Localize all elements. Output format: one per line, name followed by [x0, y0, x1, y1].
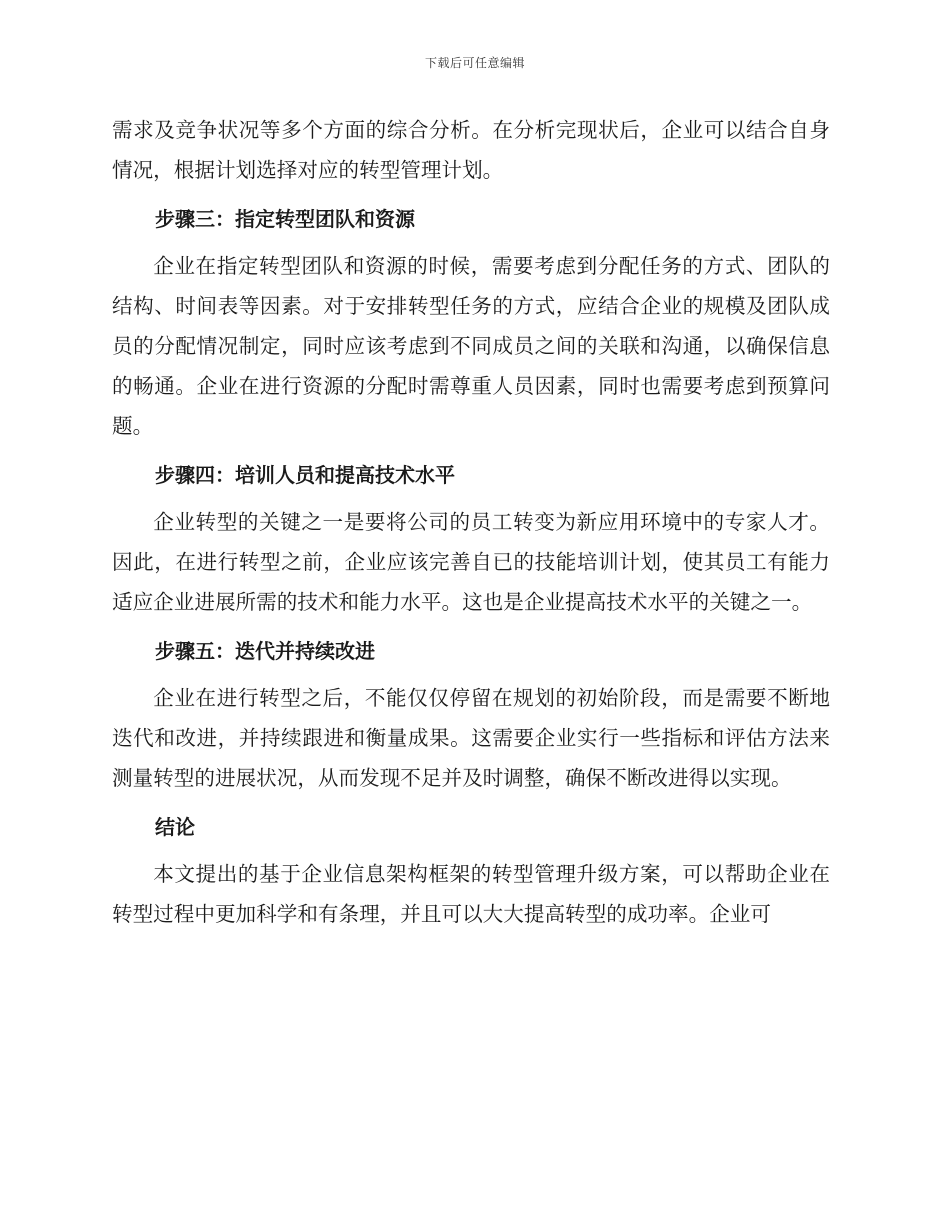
paragraph-step-five: 企业在进行转型之后，不能仅仅停留在规划的初始阶段，而是需要不断地迭代和改进，并持续跟进和衡量成果。这需要企业实行一些指标和评估方法来测量转型的进展状况，从而发现不足并及时调整，确保不断改进得以实现。: [112, 686, 830, 790]
document-body: [112, 110, 830, 934]
paragraph-continuation: 需求及竞争状况等多个方面的综合分析。在分析完现状后，企业可以结合自身情况，根据计划选择对应的转型管理计划。: [112, 118, 830, 182]
heading-conclusion: 结论: [155, 815, 195, 839]
page-header: 下载后可任意编辑: [424, 56, 525, 70]
paragraph-step-four: 企业转型的关键之一是要将公司的员工转变为新应用环境中的专家人才。因此，在进行转型之前，企业应该完善自已的技能培训计划，使其员工有能力适应企业进展所需的技术和能力水平。这也是企业提高技术水平的关键之一。: [112, 510, 830, 614]
paragraph-step-three: 企业在指定转型团队和资源的时候，需要考虑到分配任务的方式、团队的结构、时间表等因素。对于安排转型任务的方式，应结合企业的规模及团队成员的分配情况制定，同时应该考虑到不同成员之间的关联和沟通，以确保信息的畅通。企业在进行资源的分配时需尊重人员因素，同时也需要考虑到预算问题。: [112, 254, 830, 438]
heading-step-five: 步骤五：迭代并持续改进: [155, 639, 375, 663]
heading-step-three: 步骤三：指定转型团队和资源: [155, 207, 415, 231]
paragraph-conclusion: 本文提出的基于企业信息架构框架的转型管理升级方案，可以帮助企业在转型过程中更加科学和有条理，并且可以大大提高转型的成功率。企业可: [112, 862, 830, 926]
heading-step-four: 步骤四：培训人员和提高技术水平: [155, 463, 455, 487]
